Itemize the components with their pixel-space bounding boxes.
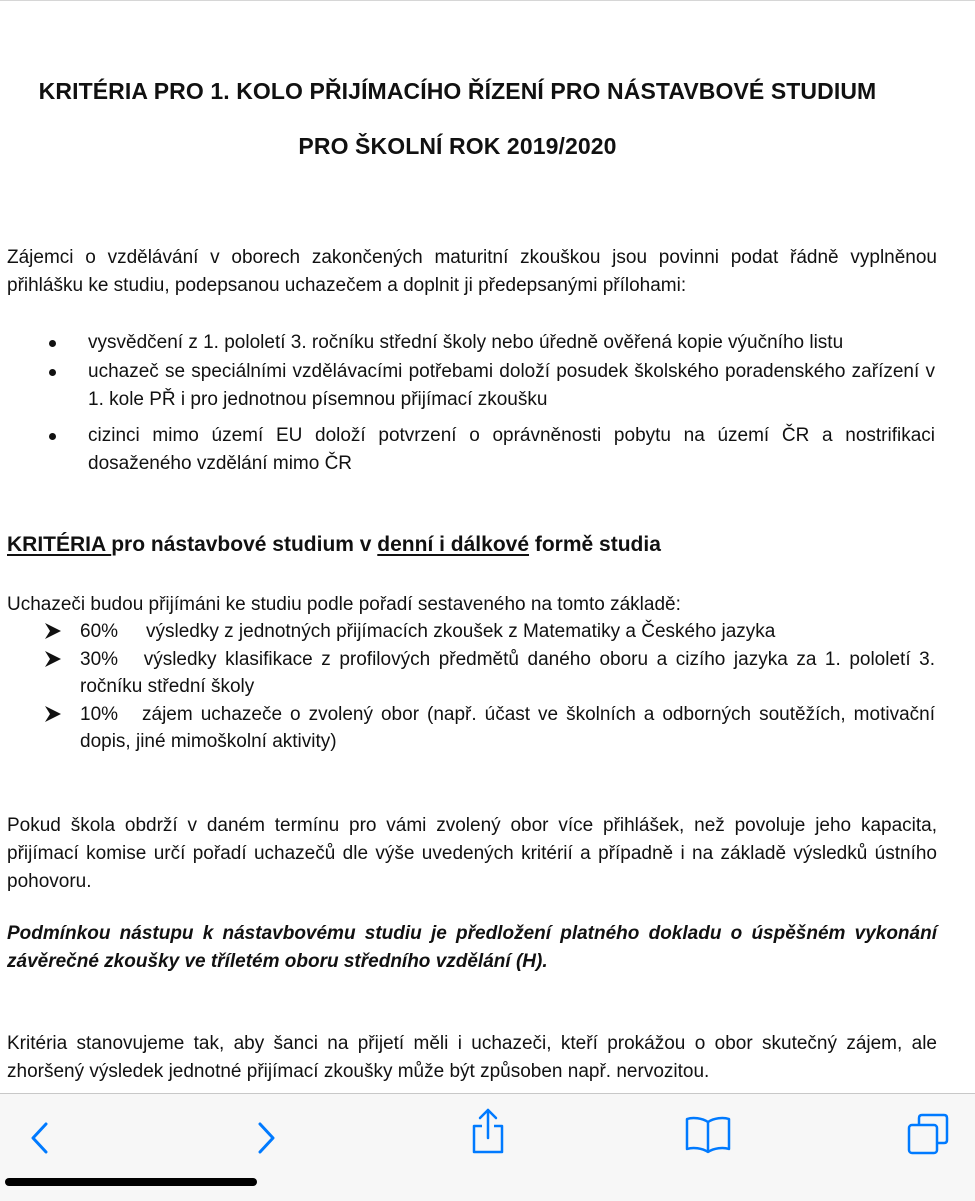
back-icon[interactable] bbox=[26, 1120, 54, 1156]
list-item-text: vysvědčení z 1. pololetí 3. ročníku střední školy nebo úředně ověřená kopie výučního listu bbox=[88, 332, 844, 353]
bullet-dot-icon bbox=[49, 369, 56, 376]
list-item-text: cizinci mimo území EU doloží potvrzení o oprávněnosti pobytu na území ČR a nostrifikaci dosaženého vzdělání mimo ČR bbox=[88, 425, 935, 474]
criteria-description: výsledky klasifikace z profilových předmětů daného oboru a cizího jazyka za 1. pololetí 3. ročníku střední školy bbox=[80, 649, 935, 697]
bullet-dot-icon bbox=[49, 340, 56, 347]
criteria-intro: Uchazeči budou přijímáni ke studiu podle pořadí sestaveného na tomto základě: bbox=[7, 594, 681, 615]
arrow-bullet-icon bbox=[44, 622, 62, 640]
top-divider bbox=[0, 0, 975, 1]
criteria-text bbox=[80, 646, 935, 700]
arrow-bullet-icon bbox=[44, 705, 62, 723]
criteria-description: zájem uchazeče o zvolený obor (např. účast ve školních a odborných soutěžích, motivační dopis, jiné mimoškolní aktivity) bbox=[80, 704, 935, 752]
bookmarks-icon[interactable] bbox=[684, 1114, 732, 1154]
final-paragraph: Kritéria stanovujeme tak, aby šanci na přijetí měli i uchazeči, kteří prokážou o obor skutečný zájem, ale zhoršený výsledek jednotné přijímací zkoušky může být způsoben např. nervozitou. bbox=[7, 1033, 937, 1082]
tabs-icon[interactable] bbox=[906, 1112, 950, 1156]
criteria-heading-forms: denní i dálkové bbox=[377, 533, 530, 556]
intro-paragraph: Zájemci o vzdělávání v oborech zakončených maturitní zkouškou jsou povinni podat řádně vyplněnou přihlášku ke studiu, podepsanou uchazečem a doplnit ji předepsanými přílohami: bbox=[7, 247, 937, 296]
document-title-line2: PRO ŠKOLNÍ ROK 2019/2020 bbox=[298, 133, 617, 159]
criteria-heading-text: pro nástavbové studium v bbox=[111, 533, 378, 556]
capacity-paragraph: Pokud škola obdrží v daném termínu pro vámi zvolený obor více přihlášek, než povoluje jeho kapacita, přijímací komise určí pořadí uchazečů dle výše uvedených kritérií a případně i na základě výsledků ústního pohovoru. bbox=[7, 815, 937, 892]
condition-paragraph: Podmínkou nástupu k nástavbovému studiu je předložení platného dokladu o úspěšném vykonání závěrečné zkoušky ve tříletém oboru středního vzdělání (H). bbox=[7, 923, 937, 972]
bullet-dot-icon bbox=[49, 433, 56, 440]
arrow-bullet-icon bbox=[44, 650, 62, 668]
criteria-percent: 30% bbox=[80, 649, 119, 670]
home-indicator[interactable] bbox=[5, 1178, 257, 1186]
criteria-percent: 10% bbox=[80, 704, 119, 725]
criteria-text: výsledky z jednotných přijímacích zkoušek z Matematiky a Českého jazyka bbox=[146, 621, 776, 642]
list-item-text: uchazeč se speciálními vzdělávacími potřebami doloží posudek školského poradenského zařízení v 1. kole PŘ i pro jednotnou písemnou přijímací zkoušku bbox=[88, 361, 935, 410]
criteria-percent: 60% bbox=[80, 621, 119, 642]
criteria-heading-keyword: KRITÉRIA bbox=[7, 533, 112, 556]
share-icon[interactable] bbox=[468, 1106, 508, 1156]
criteria-heading bbox=[7, 533, 661, 557]
forward-icon[interactable] bbox=[252, 1120, 280, 1156]
criteria-text bbox=[80, 701, 935, 755]
document-title-line1: KRITÉRIA PRO 1. KOLO PŘIJÍMACÍHO ŘÍZENÍ PRO NÁSTAVBOVÉ STUDIUM bbox=[38, 78, 877, 104]
criteria-heading-suffix: formě studia bbox=[529, 533, 661, 556]
